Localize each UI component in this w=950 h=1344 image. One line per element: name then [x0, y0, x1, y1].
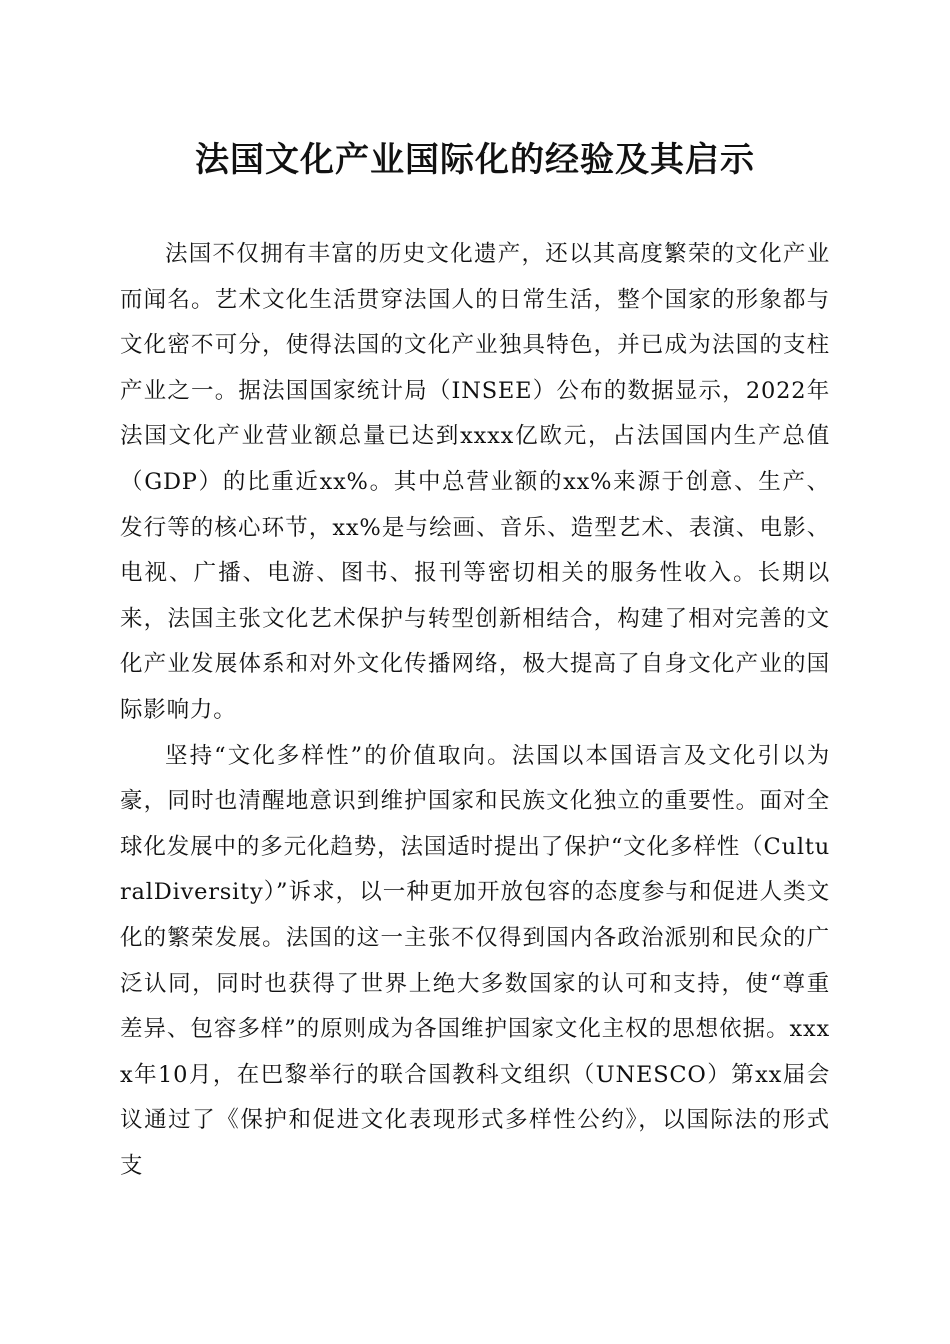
document-body — [120, 232, 830, 1189]
paragraph-intro: 法国不仅拥有丰富的历史文化遗产，还以其高度繁荣的文化产业而闻名。艺术文化生活贯穿法国人的日常生活，整个国家的形象都与文化密不可分，使得法国的文化产业独具特色，并已成为法国的支柱产业之一。据法国国家统计局（INSEE）公布的数据显示，2022年法国文化产业营业额总量已达到xxxx亿欧元，占法国国内生产总值（GDP）的比重近xx%。其中总营业额的xx%来源于创意、生产、发行等的核心环节，xx%是与绘画、音乐、造型艺术、表演、电影、电视、广播、电游、图书、报刊等密切相关的服务性收入。长期以来，法国主张文化艺术保护与转型创新相结合，构建了相对完善的文化产业发展体系和对外文化传播网络，极大提高了自身文化产业的国际影响力。 — [120, 241, 830, 723]
document-title: 法国文化产业国际化的经验及其启示 — [195, 140, 755, 180]
paragraph-cultural-diversity: 坚持“文化多样性”的价值取向。法国以本国语言及文化引以为豪，同时也清醒地意识到维护国家和民族文化独立的重要性。面对全球化发展中的多元化趋势，法国适时提出了保护“文化多样性（CulturalDiversity）”诉求，以一种更加开放包容的态度参与和促进人类文化的繁荣发展。法国的这一主张不仅得到国内各政治派别和民众的广泛认同，同时也获得了世界上绝大多数国家的认可和支持，使“尊重差异、包容多样”的原则成为各国维护国家文化主权的思想依据。xxxx年10月，在巴黎举行的联合国教科文组织（UNESCO）第xx届会议通过了《保护和促进文化表现形式多样性公约》，以国际法的形式支 — [120, 742, 830, 1179]
